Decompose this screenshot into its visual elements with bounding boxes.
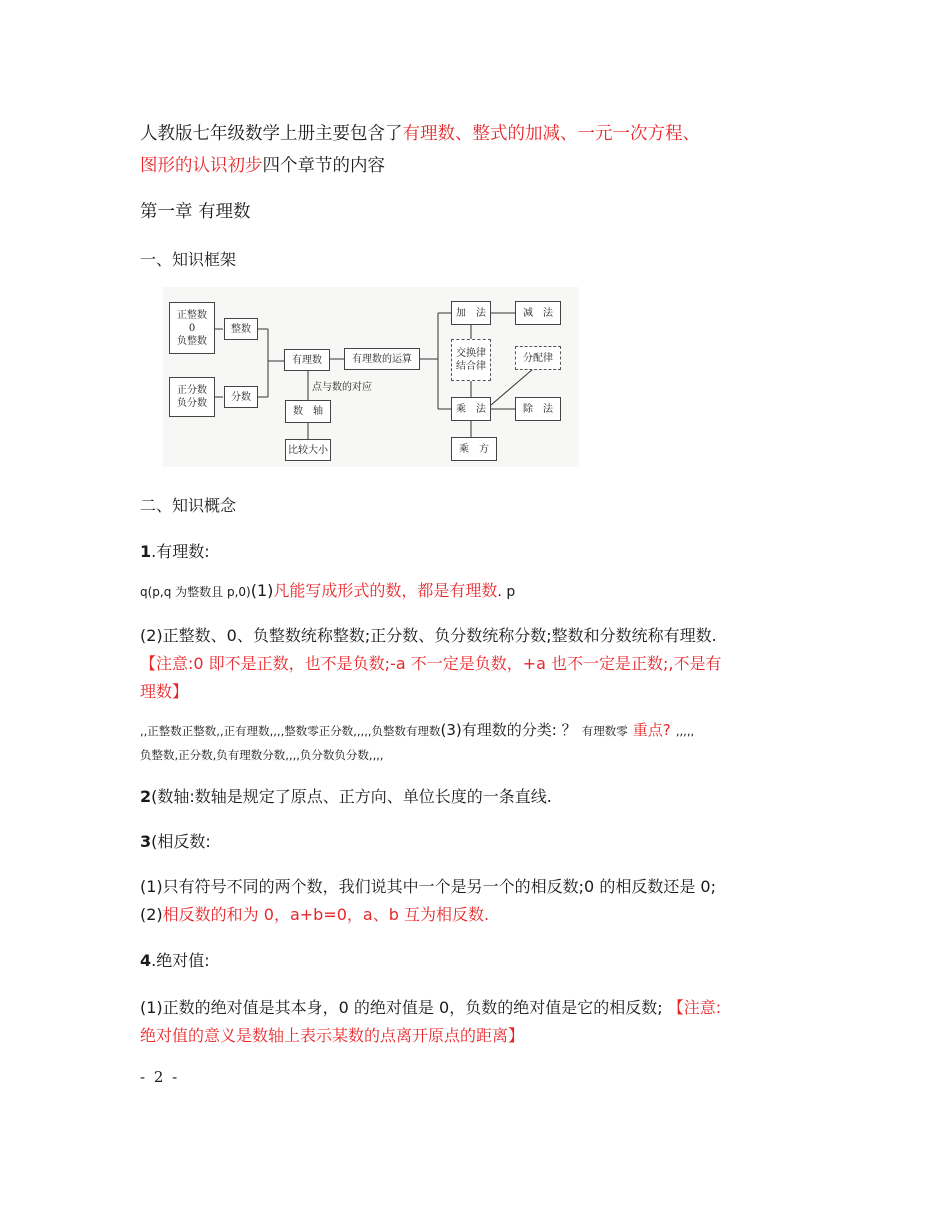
item-2-text: (数轴:数轴是规定了原点、正方向、单位长度的一条直线. [151, 787, 552, 806]
item-3-p1: (1)只有符号不同的两个数，我们说其中一个是另一个的相反数;0 的相反数还是 0; [140, 877, 716, 896]
item-3-content [140, 873, 820, 929]
item-2-number: 2 [140, 787, 152, 806]
item-1-number: 1 [140, 542, 152, 561]
classification-small-2: 有理数零 [581, 724, 628, 738]
item-4-content [140, 994, 820, 1050]
box-fraction: 分数 [224, 386, 258, 408]
item-3-title [140, 828, 211, 856]
item-4-note-2: 绝对值的意义是数轴上表示某数的点离开原点的距离】 [140, 1026, 525, 1045]
page-number: - 2 - [140, 1068, 180, 1086]
item-1-note-line-1-text: 【注意:0 即不是正数，也不是负数;-a 不一定是负数，+a 也不一定是正数;,不是有 [140, 654, 722, 673]
box-multiplication: 乘 法 [451, 397, 491, 421]
item-1-p2-text: (2)正整数、0、负整数统称整数;正分数、负分数统称分数;整数和分数统称有理数. [140, 626, 717, 645]
intro-highlight-1: 有理数、整式的加减、一元一次方程、 [402, 124, 700, 144]
classification-small-3: ,,,,, [675, 724, 695, 738]
chapter-title: 第一章 有理数 [140, 202, 251, 222]
classification-line-2: 负整数,正分数,负有理数分数,,,,负分数负分数,,,, [140, 748, 384, 762]
item-3-p2-prefix: (2) [140, 905, 163, 924]
item-1-prefix: q(p,q 为整数且 p,0) [140, 585, 251, 599]
item-4-title [140, 947, 210, 975]
item-1-red: 凡能写成形式的数，都是有理数 [273, 581, 498, 600]
classification-red: 重点? [632, 721, 671, 739]
item-3-p2-red: 相反数的和为 0，a+b=0，a、b 互为相反数. [162, 905, 490, 924]
intro-paragraph [140, 118, 820, 182]
item-2 [140, 783, 552, 811]
item-1-title [140, 538, 210, 566]
box-distributive: 分配律 [515, 346, 561, 370]
classification-mid: (3)有理数的分类: ？ [440, 721, 577, 739]
box-number-line: 数 轴 [285, 400, 331, 423]
box-rational-operations: 有理数的运算 [344, 348, 420, 370]
item-3-number: 3 [140, 832, 152, 851]
box-fraction-group: 正分数 负分数 [169, 377, 215, 417]
intro-text-2: 四个章节的内容 [262, 156, 385, 176]
item-1-title-text: .有理数: [151, 542, 210, 561]
classification-small-1: ,,正整数正整数,,正有理数,,,,整数零正分数,,,,,负整数有理数 [140, 724, 441, 738]
item-4-p1: (1)正数的绝对值是其本身，0 的绝对值是 0，负数的绝对值是它的相反数; [140, 998, 663, 1017]
item-4-number: 4 [140, 951, 152, 970]
item-4-title-text: .绝对值: [151, 951, 210, 970]
box-integer: 整数 [224, 318, 258, 340]
item-4-note-1: 【注意: [667, 998, 722, 1017]
box-commutative-associative: 交换律 结合律 [451, 339, 491, 381]
section-1-title: 一、知识框架 [140, 250, 237, 269]
item-1-line-1 [140, 578, 515, 603]
item-1-suffix: . p [497, 584, 516, 600]
section-2-title: 二、知识概念 [140, 496, 237, 515]
item-1-paragraph-2 [140, 622, 820, 706]
box-division: 除 法 [515, 397, 561, 421]
box-subtraction: 减 法 [515, 301, 561, 325]
box-positive-integer-group: 正整数 0 负整数 [169, 302, 215, 354]
box-rational-number: 有理数 [284, 349, 330, 371]
item-1-note-line-1 [140, 650, 820, 678]
box-compare-size: 比较大小 [285, 439, 331, 461]
box-power: 乘 方 [451, 437, 497, 461]
intro-text-1: 人教版七年级数学上册主要包含了 [140, 124, 403, 144]
box-addition: 加 法 [451, 301, 491, 325]
intro-highlight-2: 图形的认识初步 [140, 156, 263, 176]
item-3-p2 [140, 901, 820, 929]
item-1-text: (1) [250, 581, 274, 600]
item-1-note-line-2: 理数】 [140, 682, 189, 701]
item-3-title-text: (相反数: [151, 832, 211, 851]
item-1-classification [140, 716, 830, 765]
label-point-number-correspondence: 点与数的对应 [312, 382, 372, 393]
